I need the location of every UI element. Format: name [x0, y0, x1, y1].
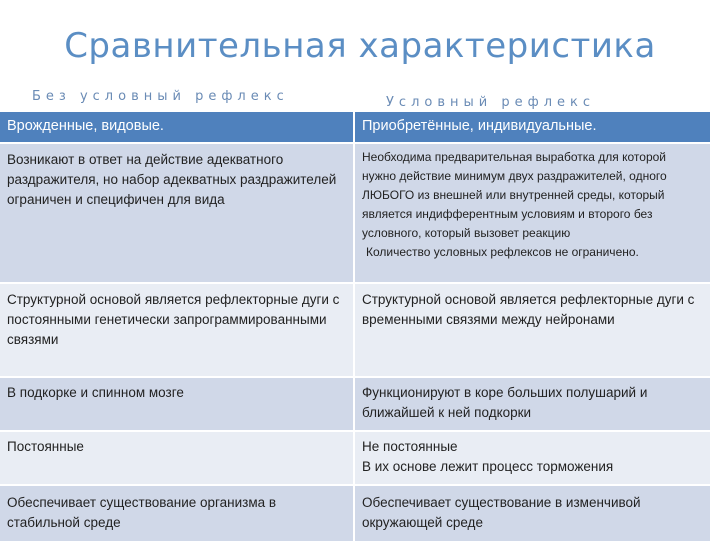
table-row [0, 432, 710, 486]
table-cell-text: Не постоянные [362, 439, 458, 454]
table-row [0, 378, 710, 432]
table-cell-left: Структурной основой является рефлекторные дуги с постоянными генетически запрограммированными связями [0, 284, 355, 376]
table-cell-text: В их основе лежит процесс торможения [362, 459, 614, 474]
table-cell-text: Необходима предварительная выработка для которой нужно действие минимум двух раздражителей, одного ЛЮБОГО из внешней или внутренней среды, который является индифферентным условиям и второго без условного, который вызовет реакцию [362, 150, 667, 240]
table-cell-right: Обеспечивает существование в изменчивой окружающей среде [355, 486, 710, 541]
table-cell-left: Постоянные [0, 432, 355, 484]
comparison-table [0, 112, 710, 541]
table-cell-left: Обеспечивает существование организма в стабильной среде [0, 486, 355, 541]
table-row [0, 144, 710, 284]
table-cell-left: Возникают в ответ на действие адекватного раздражителя, но набор адекватных раздражителей ограничен и специфичен для вида [0, 144, 355, 282]
table-row [0, 112, 710, 144]
table-cell-left: Врожденные, видовые. [0, 112, 355, 142]
table-cell-text: Количество условных рефлексов не ограничено. [366, 245, 639, 259]
table-row [0, 486, 710, 541]
table-cell-right: Приобретённые, индивидуальные. [355, 112, 710, 142]
table-row [0, 284, 710, 378]
slide-title: Сравнительная характеристика [64, 26, 656, 66]
table-cell-right: Функционируют в коре больших полушарий и ближайшей к ней подкорки [355, 378, 710, 430]
table-cell-right [355, 144, 710, 282]
table-cell-right [355, 432, 710, 484]
column-header-conditioned: Условный рефлекс [386, 95, 596, 110]
column-header-unconditioned: Без условный рефлекс [32, 89, 289, 104]
table-cell-left: В подкорке и спинном мозге [0, 378, 355, 430]
table-cell-right: Структурной основой является рефлекторные дуги с временными связями между нейронами [355, 284, 710, 376]
